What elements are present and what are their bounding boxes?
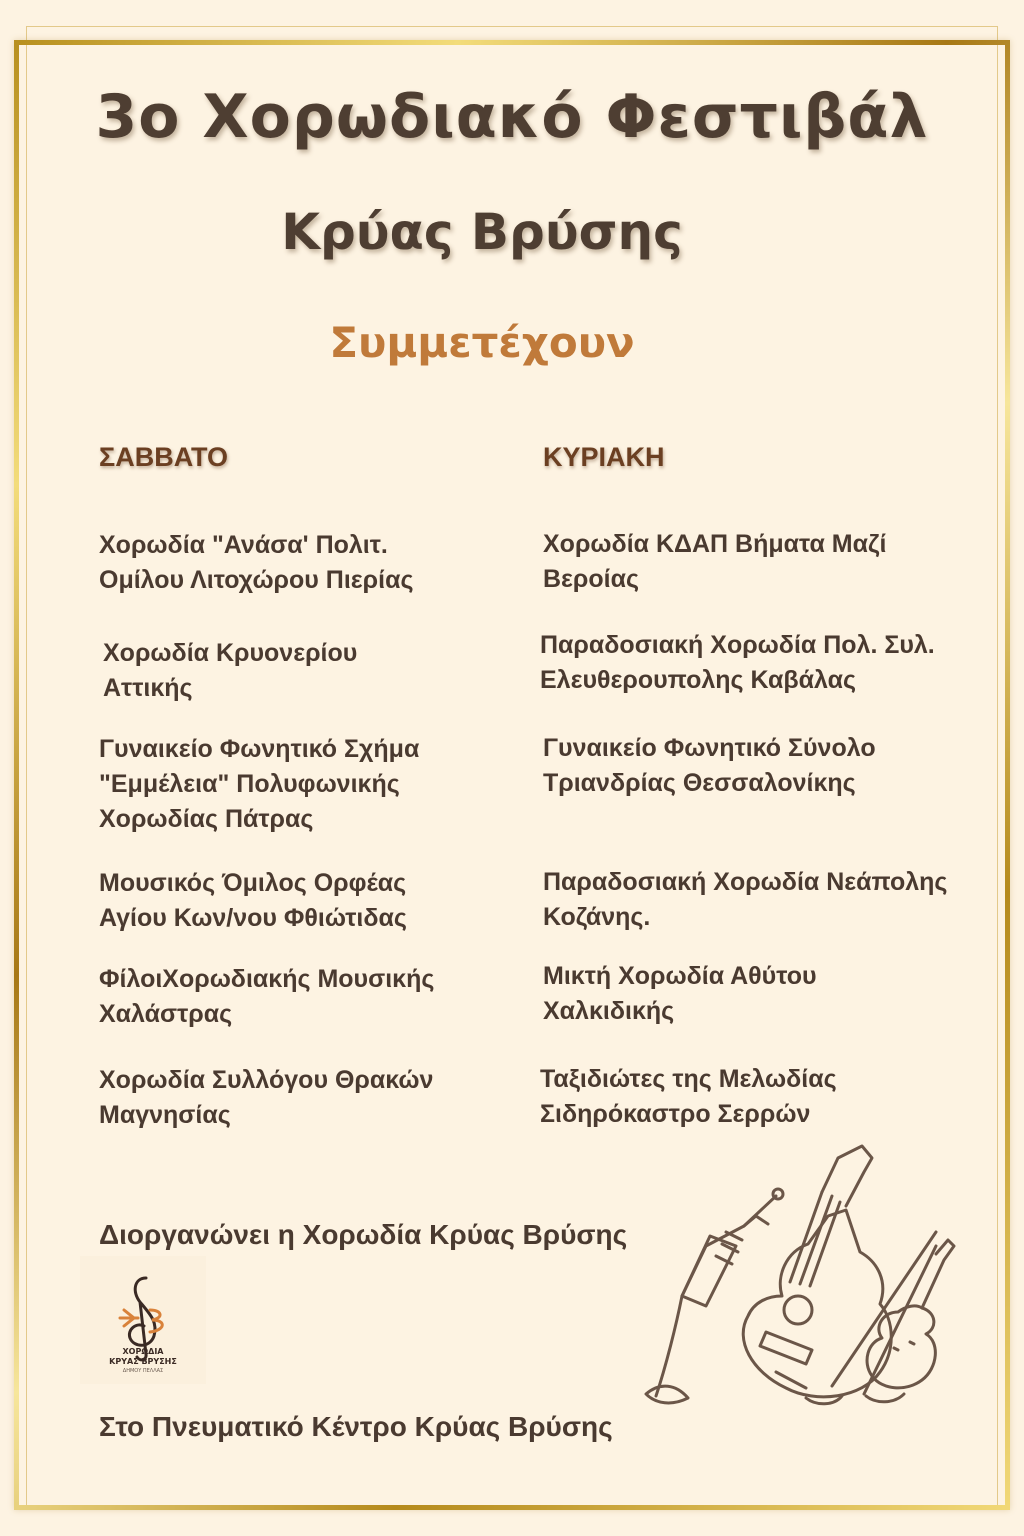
saturday-choir-3: Γυναικείο Φωνητικό Σχήμα "Εμμέλεια" Πολυφωνικής Χορωδίας Πάτρας bbox=[99, 735, 420, 833]
festival-location-title: Κρύας Βρύσης bbox=[281, 203, 683, 261]
saturday-choir-1: Χορωδία "Ανάσα' Πολιτ. Ομίλου Λιτοχώρου Πιερίας bbox=[99, 531, 414, 594]
saturday-choir-2: Χορωδία Κρυονερίου Αττικής bbox=[103, 639, 358, 702]
sunday-choir-6: Ταξιδιώτες της Μελωδίας Σιδηρόκαστρο Σερρών bbox=[540, 1065, 837, 1128]
venue-text: Στο Πνευματικό Κέντρο Κρύας Βρύσης bbox=[99, 1411, 613, 1442]
sunday-choir-1: Χορωδία ΚΔΑΠ Βήματα Μαζί Βεροίας bbox=[543, 530, 887, 593]
logo-text-line2: ΚΡΥΑΣ ΒΡΥΣΗΣ bbox=[109, 1357, 177, 1366]
logo-text-line3: ΔΗΜΟΥ ΠΕΛΛΑΣ bbox=[122, 1368, 164, 1374]
choir-logo bbox=[80, 1256, 206, 1384]
sunday-choir-4: Παραδοσιακή Χορωδία Νεάπολης Κοζάνης. bbox=[543, 868, 948, 931]
instruments-illustration-icon bbox=[636, 1136, 956, 1408]
saturday-choir-4: Μουσικός Όμιλος Ορφέας Αγίου Κων/νου Φθιώτιδας bbox=[99, 869, 407, 932]
treble-clef-kv-monogram-icon bbox=[80, 1256, 206, 1384]
saturday-choir-5: ΦίλοιΧορωδιακής Μουσικής Χαλάστρας bbox=[99, 965, 435, 1028]
logo-text-line1: ΧΟΡΩΔΙΑ bbox=[122, 1347, 164, 1356]
organizer-text: Διοργανώνει η Χορωδία Κρύας Βρύσης bbox=[99, 1219, 628, 1250]
sunday-choir-2: Παραδοσιακή Χορωδία Πολ. Συλ. Ελευθερουπολης Καβάλας bbox=[540, 631, 935, 694]
participants-heading: Συμμετέχουν bbox=[329, 318, 635, 367]
festival-title: 3ο Χορωδιακό Φεστιβάλ bbox=[95, 82, 929, 152]
saturday-choir-6: Χορωδία Συλλόγου Θρακών Μαγνησίας bbox=[99, 1066, 434, 1129]
sunday-choir-3: Γυναικείο Φωνητικό Σύνολο Τριανδρίας Θεσσαλονίκης bbox=[543, 734, 876, 797]
sunday-label: ΚΥΡΙΑΚΗ bbox=[543, 442, 665, 472]
saturday-label: ΣΑΒΒΑΤΟ bbox=[99, 442, 228, 472]
sunday-choir-5: Μικτή Χορωδία Αθύτου Χαλκιδικής bbox=[543, 962, 817, 1025]
